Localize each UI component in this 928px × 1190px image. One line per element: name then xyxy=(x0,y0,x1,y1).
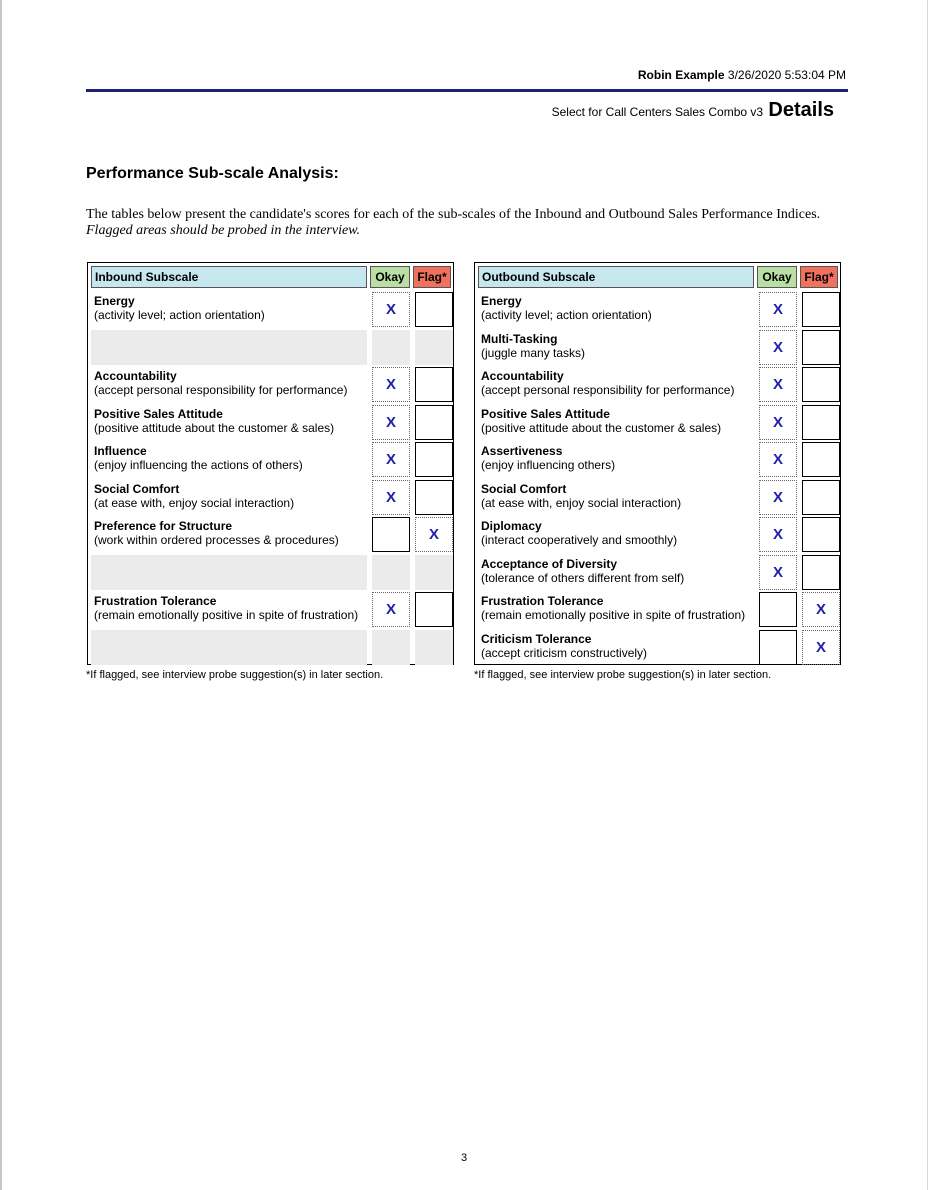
okay-mark-cell: X xyxy=(759,480,797,515)
subscale-name: Social Comfort xyxy=(481,481,567,496)
subscale-name: Preference for Structure xyxy=(94,519,233,533)
table-row xyxy=(88,629,453,666)
subscale-label xyxy=(481,369,734,397)
okay-mark-cell: X xyxy=(372,592,410,627)
okay-mark-cell xyxy=(759,592,797,627)
subscale-name: Assertiveness xyxy=(481,444,563,458)
subscale-description: (enjoy influencing the actions of others) xyxy=(94,458,303,472)
table-row xyxy=(88,441,453,478)
subscale-description: (accept personal responsibility for performance) xyxy=(481,383,735,397)
flag-mark-cell xyxy=(415,480,453,515)
subscale-description: (activity level; action orientation) xyxy=(481,308,652,322)
okay-mark-cell: X xyxy=(372,480,410,515)
subscale-name: Diplomacy xyxy=(481,519,542,533)
subscale-name: Positive Sales Attitude xyxy=(94,406,223,421)
blank-row-cell xyxy=(91,330,367,365)
outbound-header-flag: Flag* xyxy=(800,266,838,288)
table-row xyxy=(475,366,840,403)
page-number: 3 xyxy=(461,1152,468,1164)
subscale-description: (accept criticism constructively) xyxy=(481,645,648,660)
subscale-name: Positive Sales Attitude xyxy=(481,406,610,421)
intro-text: The tables below present the candidate's scores for each of the sub-scales of the Inbound and Outbound Sales Performance Indices. xyxy=(86,207,821,222)
candidate-name: Robin Example xyxy=(637,68,725,82)
subscale-label xyxy=(94,444,303,472)
table-row xyxy=(88,591,453,628)
inbound-subscale-table xyxy=(87,262,454,665)
subscale-name: Multi-Tasking xyxy=(481,331,558,346)
outbound-subscale-table xyxy=(474,262,841,665)
inbound-header-flag: Flag* xyxy=(413,266,451,288)
subscale-description: (positive attitude about the customer & sales) xyxy=(481,420,722,435)
subscale-name: Influence xyxy=(94,444,147,458)
subscale-label xyxy=(94,407,334,435)
report-timestamp: 3/26/2020 5:53:04 PM xyxy=(727,68,846,82)
okay-mark-cell: X xyxy=(372,442,410,477)
okay-mark-cell xyxy=(759,630,797,665)
subscale-description: (accept personal responsibility for performance) xyxy=(94,383,348,397)
subscale-name: Frustration Tolerance xyxy=(94,594,217,608)
subscale-description: (interact cooperatively and smoothly) xyxy=(481,533,678,547)
okay-mark-cell: X xyxy=(759,405,797,440)
subscale-label xyxy=(481,294,652,322)
subscale-label xyxy=(481,332,585,360)
blank-score-cell xyxy=(415,630,453,665)
flag-mark-cell: X xyxy=(802,630,840,665)
subscale-label xyxy=(481,444,615,472)
flag-mark-cell xyxy=(802,330,840,365)
subscale-description: (juggle many tasks) xyxy=(481,345,586,360)
flag-mark-cell xyxy=(802,517,840,552)
report-name: Select for Call Centers Sales Combo v3 xyxy=(551,105,764,119)
blank-score-cell xyxy=(372,630,410,665)
flag-mark-cell xyxy=(415,292,453,327)
okay-mark-cell: X xyxy=(759,442,797,477)
subscale-name: Accountability xyxy=(94,369,177,383)
subscale-description: (remain emotionally positive in spite of frustration) xyxy=(94,608,359,622)
inbound-header-name: Inbound Subscale xyxy=(91,266,367,288)
outbound-header-name: Outbound Subscale xyxy=(478,266,754,288)
table-row xyxy=(475,479,840,516)
flag-mark-cell: X xyxy=(802,592,840,627)
blank-score-cell xyxy=(372,330,410,365)
outbound-footnote: *If flagged, see interview probe suggestion(s) in later section. xyxy=(474,669,772,681)
subscale-label xyxy=(481,632,647,660)
flag-mark-cell xyxy=(415,592,453,627)
table-row xyxy=(88,366,453,403)
flag-mark-cell xyxy=(415,367,453,402)
report-header-candidate xyxy=(638,68,846,82)
table-row xyxy=(475,629,840,666)
table-row xyxy=(88,479,453,516)
subscale-label xyxy=(481,594,745,622)
table-row xyxy=(475,516,840,553)
subscale-description: (at ease with, enjoy social interaction) xyxy=(481,495,682,510)
table-row xyxy=(88,329,453,366)
okay-mark-cell: X xyxy=(759,517,797,552)
table-row xyxy=(475,554,840,591)
blank-row-cell xyxy=(91,630,367,665)
blank-row-cell xyxy=(91,555,367,590)
subscale-name: Frustration Tolerance xyxy=(481,594,604,608)
page-left-edge xyxy=(0,0,2,1190)
table-row xyxy=(475,404,840,441)
subscale-description: (at ease with, enjoy social interaction) xyxy=(94,495,295,510)
table-row xyxy=(475,329,840,366)
blank-score-cell xyxy=(415,330,453,365)
flag-mark-cell xyxy=(802,442,840,477)
table-row xyxy=(88,516,453,553)
header-rule xyxy=(86,89,848,92)
blank-score-cell xyxy=(415,555,453,590)
okay-mark-cell: X xyxy=(759,330,797,365)
subscale-name: Energy xyxy=(94,294,135,308)
flag-mark-cell xyxy=(415,442,453,477)
subscale-name: Criticism Tolerance xyxy=(481,631,592,646)
subscale-description: (tolerance of others different from self) xyxy=(481,570,685,585)
report-header-title xyxy=(552,99,834,122)
subscale-label xyxy=(481,519,677,547)
table-row xyxy=(475,441,840,478)
outbound-header-okay: Okay xyxy=(757,266,797,288)
subscale-label xyxy=(94,594,358,622)
table-row xyxy=(475,291,840,328)
okay-mark-cell: X xyxy=(372,405,410,440)
flag-mark-cell xyxy=(802,405,840,440)
subscale-description: (positive attitude about the customer & sales) xyxy=(94,420,335,435)
table-row xyxy=(88,554,453,591)
inbound-footnote: *If flagged, see interview probe suggestion(s) in later section. xyxy=(86,669,384,681)
intro-italic-text: Flagged areas should be probed in the interview. xyxy=(86,223,360,238)
subscale-description: (activity level; action orientation) xyxy=(94,308,265,322)
subscale-name: Accountability xyxy=(481,369,564,383)
table-row xyxy=(88,291,453,328)
subscale-label xyxy=(94,519,339,547)
section-title: Performance Sub-scale Analysis: xyxy=(86,165,339,182)
okay-mark-cell: X xyxy=(759,292,797,327)
section-intro xyxy=(86,207,846,239)
subscale-label xyxy=(481,407,721,435)
subscale-label xyxy=(481,482,681,510)
subscale-name: Energy xyxy=(481,294,522,308)
subscale-name: Acceptance of Diversity xyxy=(481,556,618,571)
flag-mark-cell xyxy=(415,405,453,440)
blank-score-cell xyxy=(372,555,410,590)
report-section-label: Details xyxy=(768,99,834,121)
inbound-header-okay: Okay xyxy=(370,266,410,288)
subscale-label xyxy=(94,294,265,322)
subscale-description: (remain emotionally positive in spite of frustration) xyxy=(481,608,746,622)
table-row xyxy=(475,591,840,628)
okay-mark-cell: X xyxy=(372,367,410,402)
flag-mark-cell xyxy=(802,555,840,590)
flag-mark-cell: X xyxy=(415,517,453,552)
flag-mark-cell xyxy=(802,292,840,327)
okay-mark-cell: X xyxy=(372,292,410,327)
subscale-description: (work within ordered processes & procedures) xyxy=(94,533,339,547)
table-row xyxy=(88,404,453,441)
okay-mark-cell xyxy=(372,517,410,552)
subscale-label xyxy=(94,369,347,397)
okay-mark-cell: X xyxy=(759,555,797,590)
okay-mark-cell: X xyxy=(759,367,797,402)
flag-mark-cell xyxy=(802,367,840,402)
flag-mark-cell xyxy=(802,480,840,515)
subscale-description: (enjoy influencing others) xyxy=(481,458,616,472)
subscale-label xyxy=(94,482,294,510)
subscale-label xyxy=(481,557,684,585)
subscale-name: Social Comfort xyxy=(94,481,180,496)
